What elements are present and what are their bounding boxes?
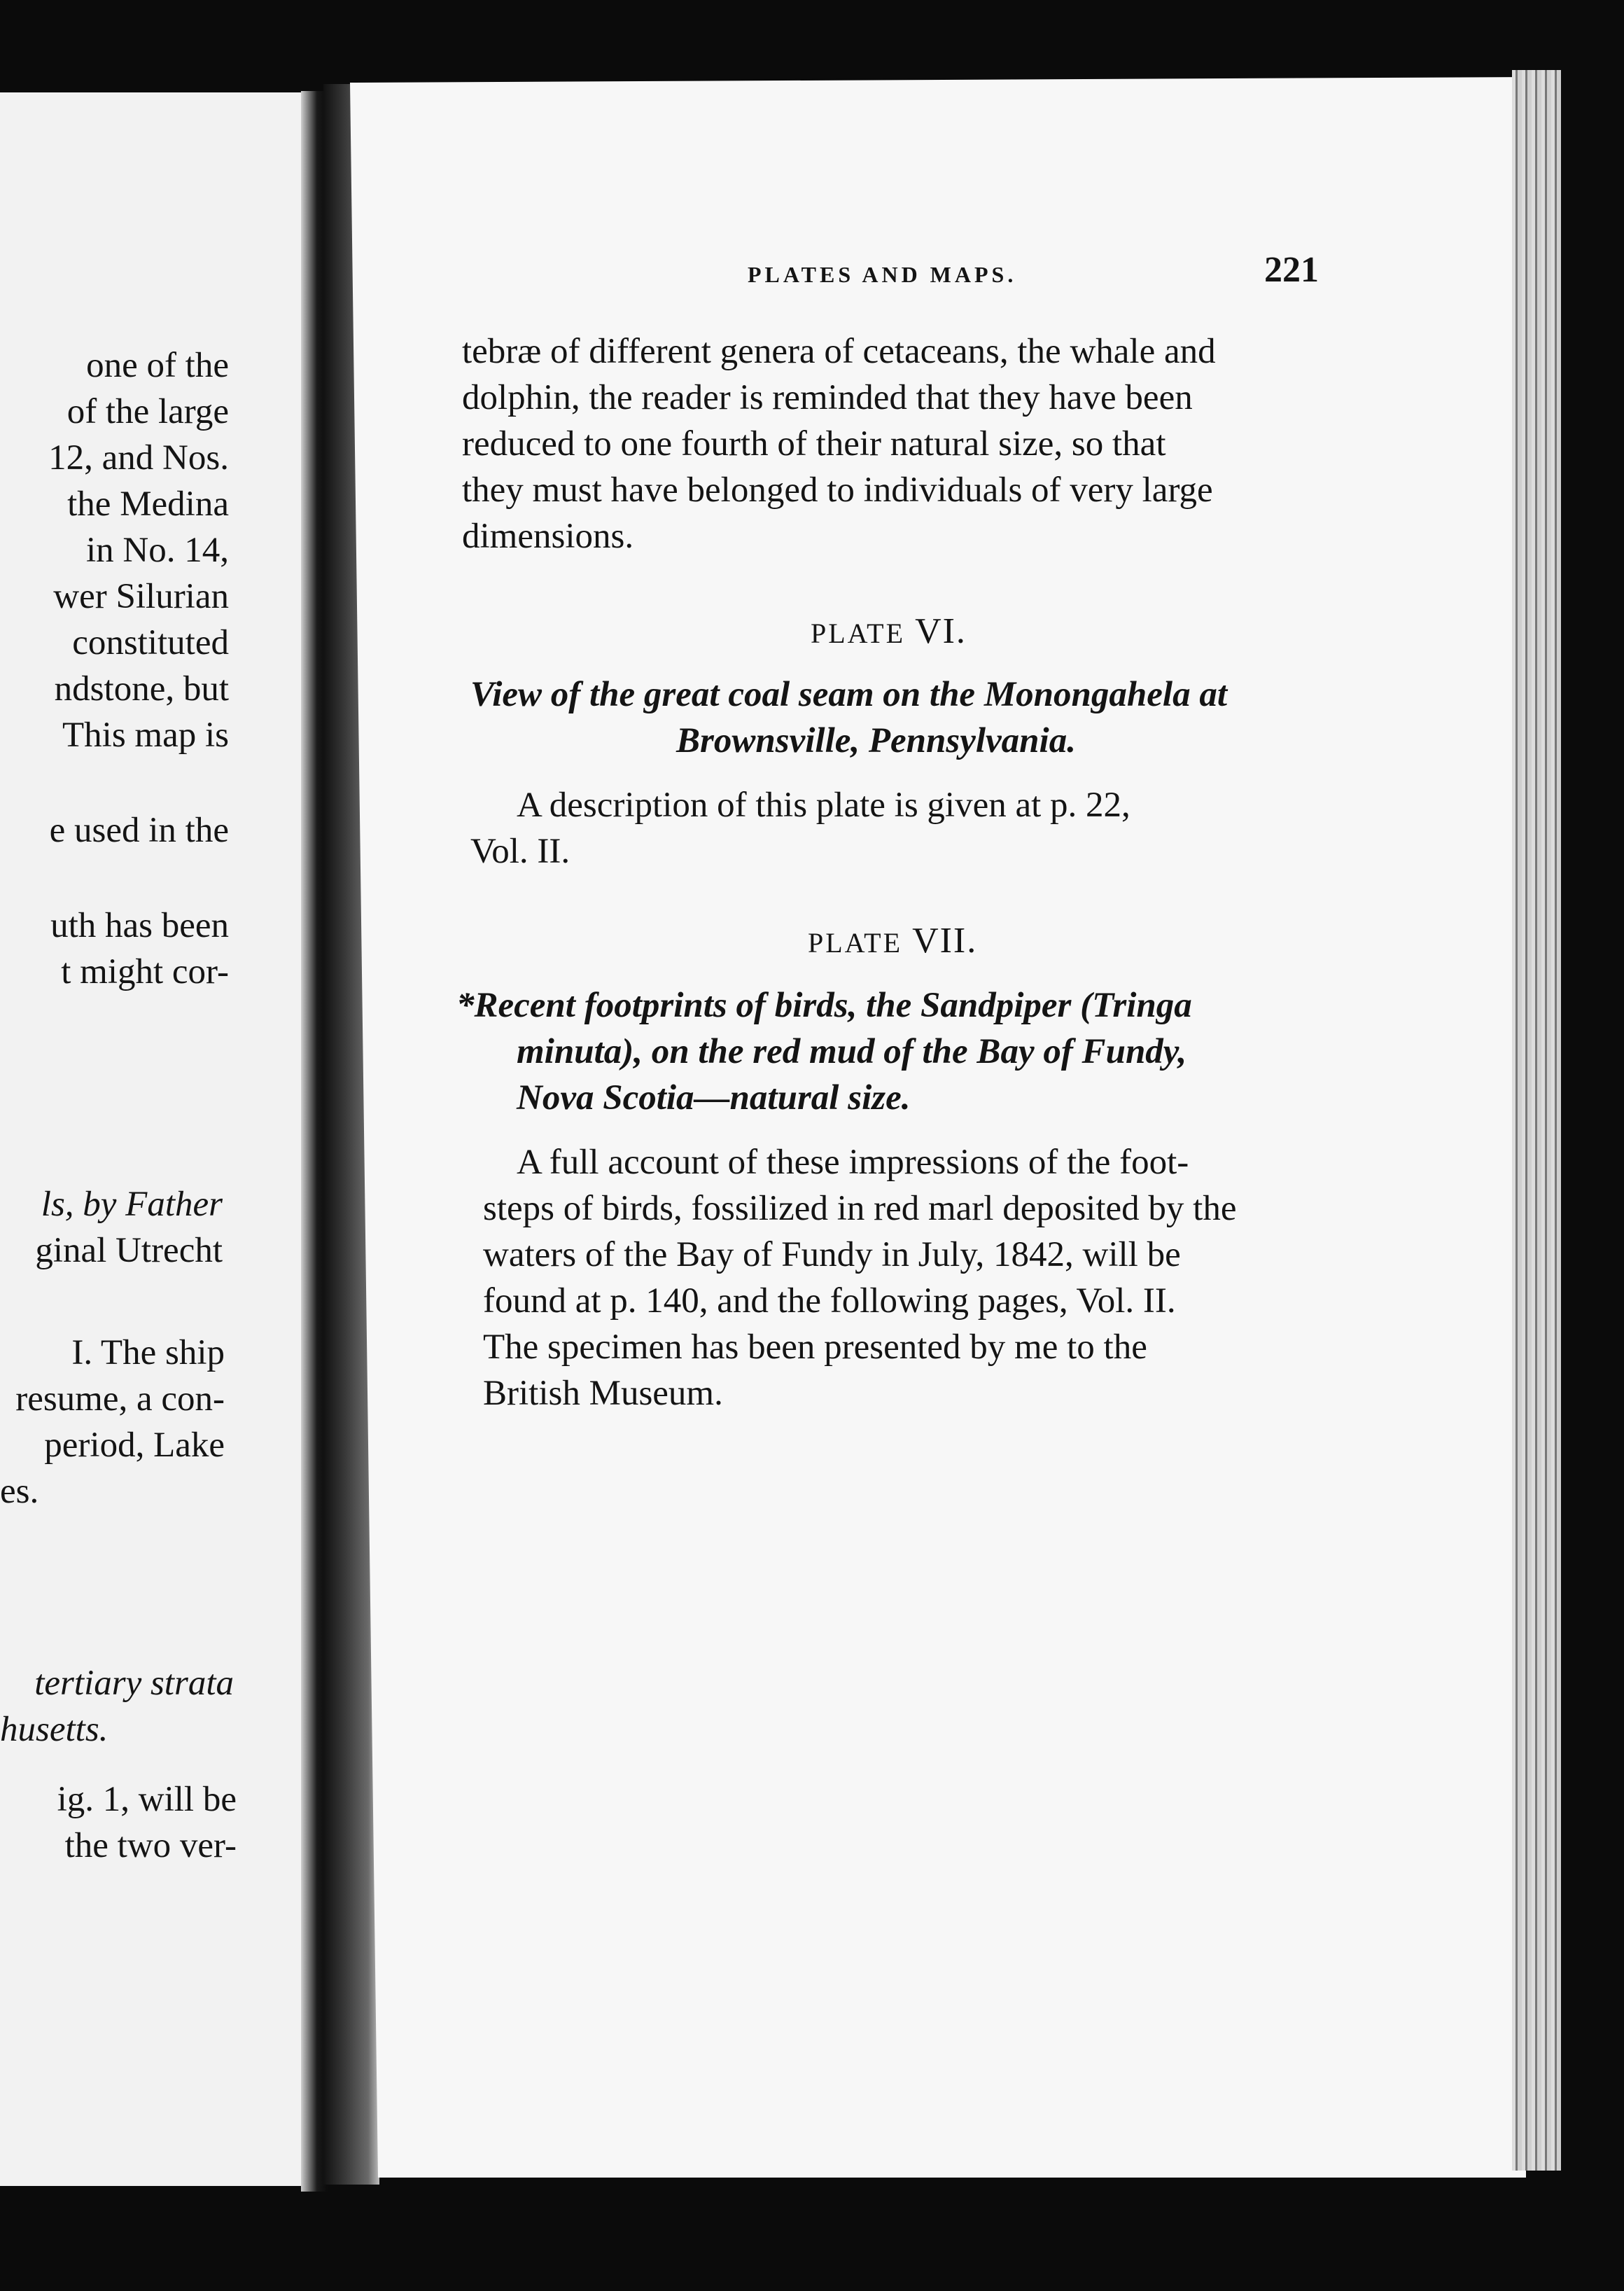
plate-word: PLATE xyxy=(808,927,902,959)
plate-caption: minuta), on the red mud of the Bay of Fundy, xyxy=(517,1032,1187,1071)
plate-heading xyxy=(811,611,967,652)
plate-body: waters of the Bay of Fundy in July, 1842, will be xyxy=(483,1235,1181,1274)
plate-body: A full account of these impressions of the foot- xyxy=(517,1143,1189,1182)
plate-word: PLATE xyxy=(811,618,905,649)
plate-caption: View of the great coal seam on the Monongahela at xyxy=(470,675,1227,714)
page-edges xyxy=(1512,70,1561,2171)
left-line: the two ver- xyxy=(64,1826,237,1865)
left-line: husetts. xyxy=(0,1710,108,1749)
left-page xyxy=(0,92,321,2186)
intro-line: reduced to one fourth of their natural size, so that xyxy=(462,424,1166,464)
plate-body: Vol. II. xyxy=(470,832,570,871)
left-line: constituted xyxy=(72,623,229,662)
plate-body: found at p. 140, and the following pages, Vol. II. xyxy=(483,1281,1176,1321)
left-line: ls, by Father xyxy=(41,1185,223,1224)
intro-line: they must have belonged to individuals of very large xyxy=(462,471,1213,510)
left-line: one of the xyxy=(86,346,229,385)
left-line: ndstone, but xyxy=(54,669,229,709)
intro-line: dimensions. xyxy=(462,517,634,556)
page-number: 221 xyxy=(1264,250,1319,290)
left-line: es. xyxy=(0,1472,39,1511)
left-line: e used in the xyxy=(49,811,229,850)
left-line: tertiary strata xyxy=(34,1664,234,1703)
plate-numeral: VI. xyxy=(915,611,967,651)
left-line: the Medina xyxy=(67,485,229,524)
plate-heading xyxy=(808,920,977,961)
plate-caption: Brownsville, Pennsylvania. xyxy=(676,721,1076,760)
intro-line: dolphin, the reader is reminded that they have been xyxy=(462,378,1193,417)
left-line: period, Lake xyxy=(44,1426,225,1465)
intro-line: tebræ of different genera of cetaceans, the whale and xyxy=(462,332,1216,371)
left-line: of the large xyxy=(66,392,229,431)
running-head: PLATES AND MAPS. xyxy=(748,262,1017,287)
left-line: This map is xyxy=(62,716,229,755)
left-line: I. The ship xyxy=(71,1333,225,1372)
left-line: t might cor- xyxy=(61,952,229,991)
left-line: ig. 1, will be xyxy=(57,1780,237,1819)
plate-numeral: VII. xyxy=(912,921,978,961)
plate-body: A description of this plate is given at p. 22, xyxy=(517,786,1130,825)
left-line: wer Silurian xyxy=(53,577,229,616)
plate-body: steps of birds, fossilized in red marl deposited by the xyxy=(483,1189,1237,1228)
left-line: resume, a con- xyxy=(15,1379,225,1419)
left-line: ginal Utrecht xyxy=(35,1231,223,1270)
left-line: in No. 14, xyxy=(86,531,229,570)
left-line: 12, and Nos. xyxy=(48,438,229,478)
left-line: uth has been xyxy=(50,906,229,945)
plate-body: The specimen has been presented by me to the xyxy=(483,1328,1147,1367)
plate-caption: Nova Scotia—natural size. xyxy=(517,1078,911,1117)
plate-body: British Museum. xyxy=(483,1374,723,1413)
plate-caption: *Recent footprints of birds, the Sandpiper (Tringa xyxy=(456,986,1192,1025)
